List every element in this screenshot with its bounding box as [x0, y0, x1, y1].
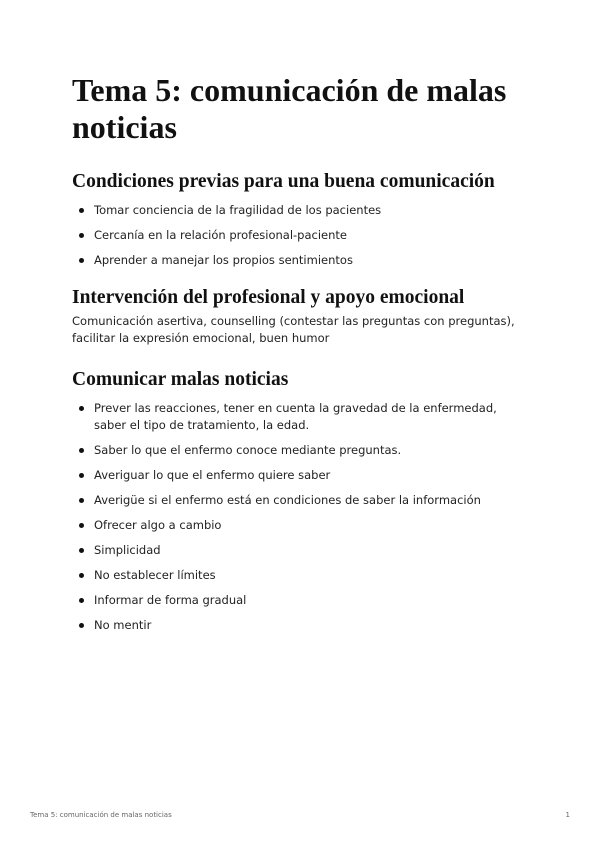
bullet-list: [72, 202, 532, 269]
list-item: [72, 567, 532, 584]
bullet-icon: [79, 598, 84, 603]
page-number: 1: [565, 811, 570, 819]
list-item: [72, 442, 532, 459]
bullet-icon: [79, 406, 84, 411]
list-item: [72, 252, 532, 269]
list-item: [72, 202, 532, 219]
list-item-text: Tomar conciencia de la fragilidad de los pacientes: [94, 203, 382, 217]
list-item-text: Ofrecer algo a cambio: [94, 518, 222, 532]
bullet-icon: [79, 233, 84, 238]
section-intervencion: [72, 286, 532, 347]
bullet-icon: [79, 548, 84, 553]
list-item-text: Averigüe si el enfermo está en condiciones de saber la información: [94, 493, 481, 507]
bullet-icon: [79, 258, 84, 263]
list-item: [72, 517, 532, 534]
list-item-text: Saber lo que el enfermo conoce mediante preguntas.: [94, 443, 402, 457]
list-item-text: No mentir: [94, 618, 152, 632]
bullet-icon: [79, 473, 84, 478]
bullet-list: [72, 400, 532, 634]
list-item-text: No establecer límites: [94, 568, 216, 582]
bullet-icon: [79, 523, 84, 528]
list-item: [72, 542, 532, 559]
list-item-text: Informar de forma gradual: [94, 593, 247, 607]
section-heading: Comunicar malas noticias: [72, 369, 289, 390]
list-item: [72, 492, 532, 509]
list-item: [72, 227, 532, 244]
section-condiciones-previas: [72, 170, 532, 269]
bullet-icon: [79, 208, 84, 213]
list-item: [72, 592, 532, 609]
list-item-text: Simplicidad: [94, 543, 161, 557]
bullet-icon: [79, 573, 84, 578]
bullet-icon: [79, 498, 84, 503]
list-item: [72, 467, 532, 484]
bullet-icon: [79, 448, 84, 453]
list-item: [72, 400, 532, 434]
page-title: Tema 5: comunicación de malas noticias: [72, 72, 507, 145]
bullet-icon: [79, 623, 84, 628]
list-item-text: Averiguar lo que el enfermo quiere saber: [94, 468, 331, 482]
footer-title: Tema 5: comunicación de malas noticias: [30, 811, 172, 819]
section-paragraph: Comunicación asertiva, counselling (contestar las preguntas con preguntas), facilitar la expresión emocional, buen humor: [72, 314, 515, 345]
section-heading: Condiciones previas para una buena comunicación: [72, 171, 495, 192]
section-comunicar-malas-noticias: [72, 368, 532, 634]
section-heading: Intervención del profesional y apoyo emocional: [72, 287, 465, 308]
list-item-text: Prever las reacciones, tener en cuenta la gravedad de la enfermedad, saber el tipo de tratamiento, la edad.: [94, 401, 497, 432]
list-item-text: Aprender a manejar los propios sentimientos: [94, 253, 353, 267]
list-item-text: Cercanía en la relación profesional-paciente: [94, 228, 347, 242]
list-item: [72, 617, 532, 634]
